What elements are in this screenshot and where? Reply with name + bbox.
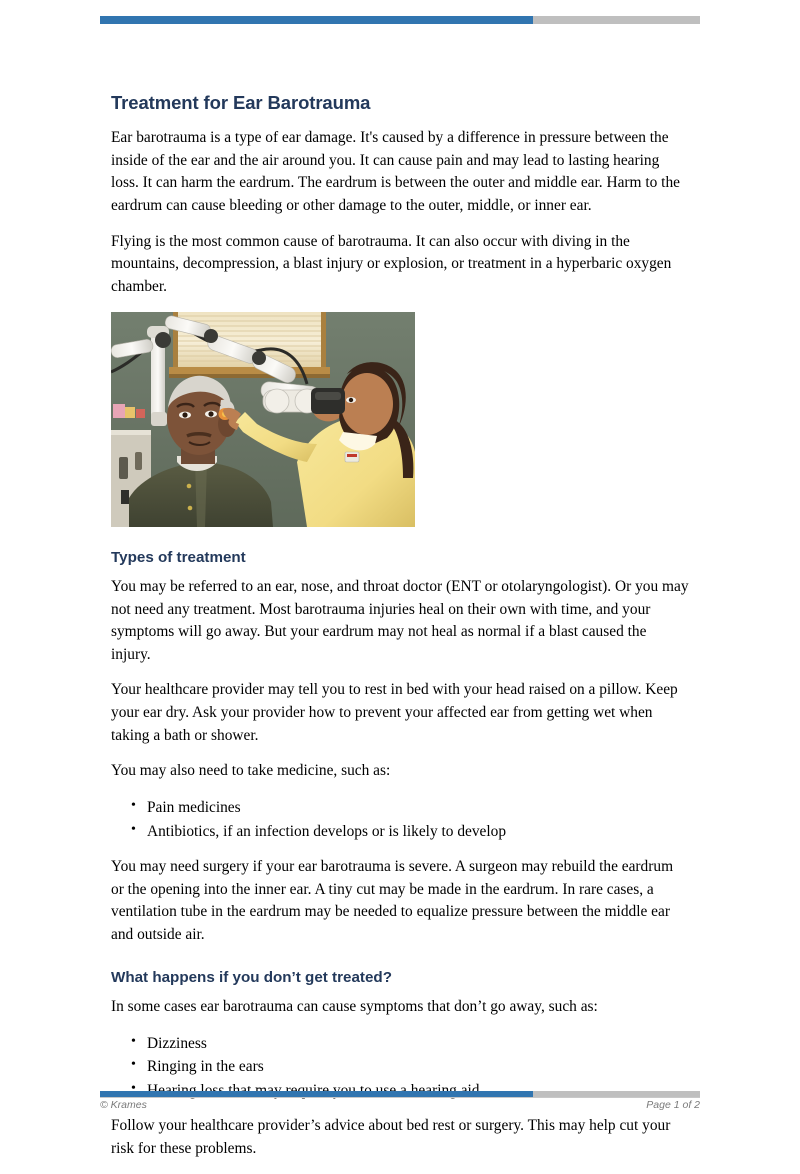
list-item: • Pain medicines xyxy=(147,796,689,820)
section-heading-what-happens-untreated: What happens if you don’t get treated? xyxy=(111,968,392,986)
header-rule-gray-segment xyxy=(533,16,700,24)
paragraph-intro-2: Flying is the most common cause of barotrauma. It can also occur with diving in the mountains, decompression, a blast injury or explosion, or treatment in a hyperbaric oxygen chamber. xyxy=(111,232,672,296)
list-item: • Dizziness xyxy=(147,1032,689,1056)
paragraph-intro-1: Ear barotrauma is a type of ear damage. It's caused by a difference in pressure between the inside of the ear and the air around you. It can cause pain and may lead to lasting hearing loss. It can harm the eardrum. The eardrum is between the outer and middle ear. Harm to the eardrum can cause bleeding or other damage to the outer, middle, or inner ear. xyxy=(111,129,680,215)
footer-divider xyxy=(100,1097,700,1098)
paragraph-untreated-1: In some cases ear barotrauma can cause symptoms that don’t go away, such as: xyxy=(111,997,598,1015)
header-rule xyxy=(100,16,700,24)
document-body xyxy=(111,92,689,1174)
paragraph-types-4: You may need surgery if your ear barotrauma is severe. A surgeon may rebuild the eardrum or the opening into the inner ear. A tiny cut may be made in the eardrum. In rare cases, a ventilation tube in the eardrum may be needed to equalize pressure between the middle ear and outside air. xyxy=(111,858,674,944)
list-item: • Ringing in the ears xyxy=(147,1055,689,1079)
medicine-list xyxy=(111,796,689,843)
list-item: • Antibiotics, if an infection develops or is likely to develop xyxy=(147,820,689,844)
paragraph-types-3: You may also need to take medicine, such as: xyxy=(111,762,391,780)
header-rule-blue-segment xyxy=(100,16,533,24)
copyright-text: © Krames xyxy=(100,1099,147,1111)
paragraph-types-2: Your healthcare provider may tell you to rest in bed with your head raised on a pillow. Keep your ear dry. Ask your provider how to prevent your affected ear from getting wet when taking a bath or shower. xyxy=(111,681,678,744)
paragraph-types-1: You may be referred to an ear, nose, and throat doctor (ENT or otolaryngologist). Or you may not need any treatment. Most barotrauma injuries heal on their own with time, and your symptoms will go away. But your eardrum may not heal as normal if a blast caused the injury. xyxy=(111,577,689,663)
clinician-examining-patient-ear-photo xyxy=(111,312,415,527)
photo-illustration xyxy=(111,312,415,527)
paragraph-untreated-2: Follow your healthcare provider’s advice about bed rest or surgery. This may help cut your risk for these problems. xyxy=(111,1117,671,1157)
page-number: Page 1 of 2 xyxy=(646,1099,700,1111)
footer xyxy=(100,1099,700,1111)
page-title: Treatment for Ear Barotrauma xyxy=(111,92,371,113)
section-heading-types-of-treatment: Types of treatment xyxy=(111,548,246,566)
